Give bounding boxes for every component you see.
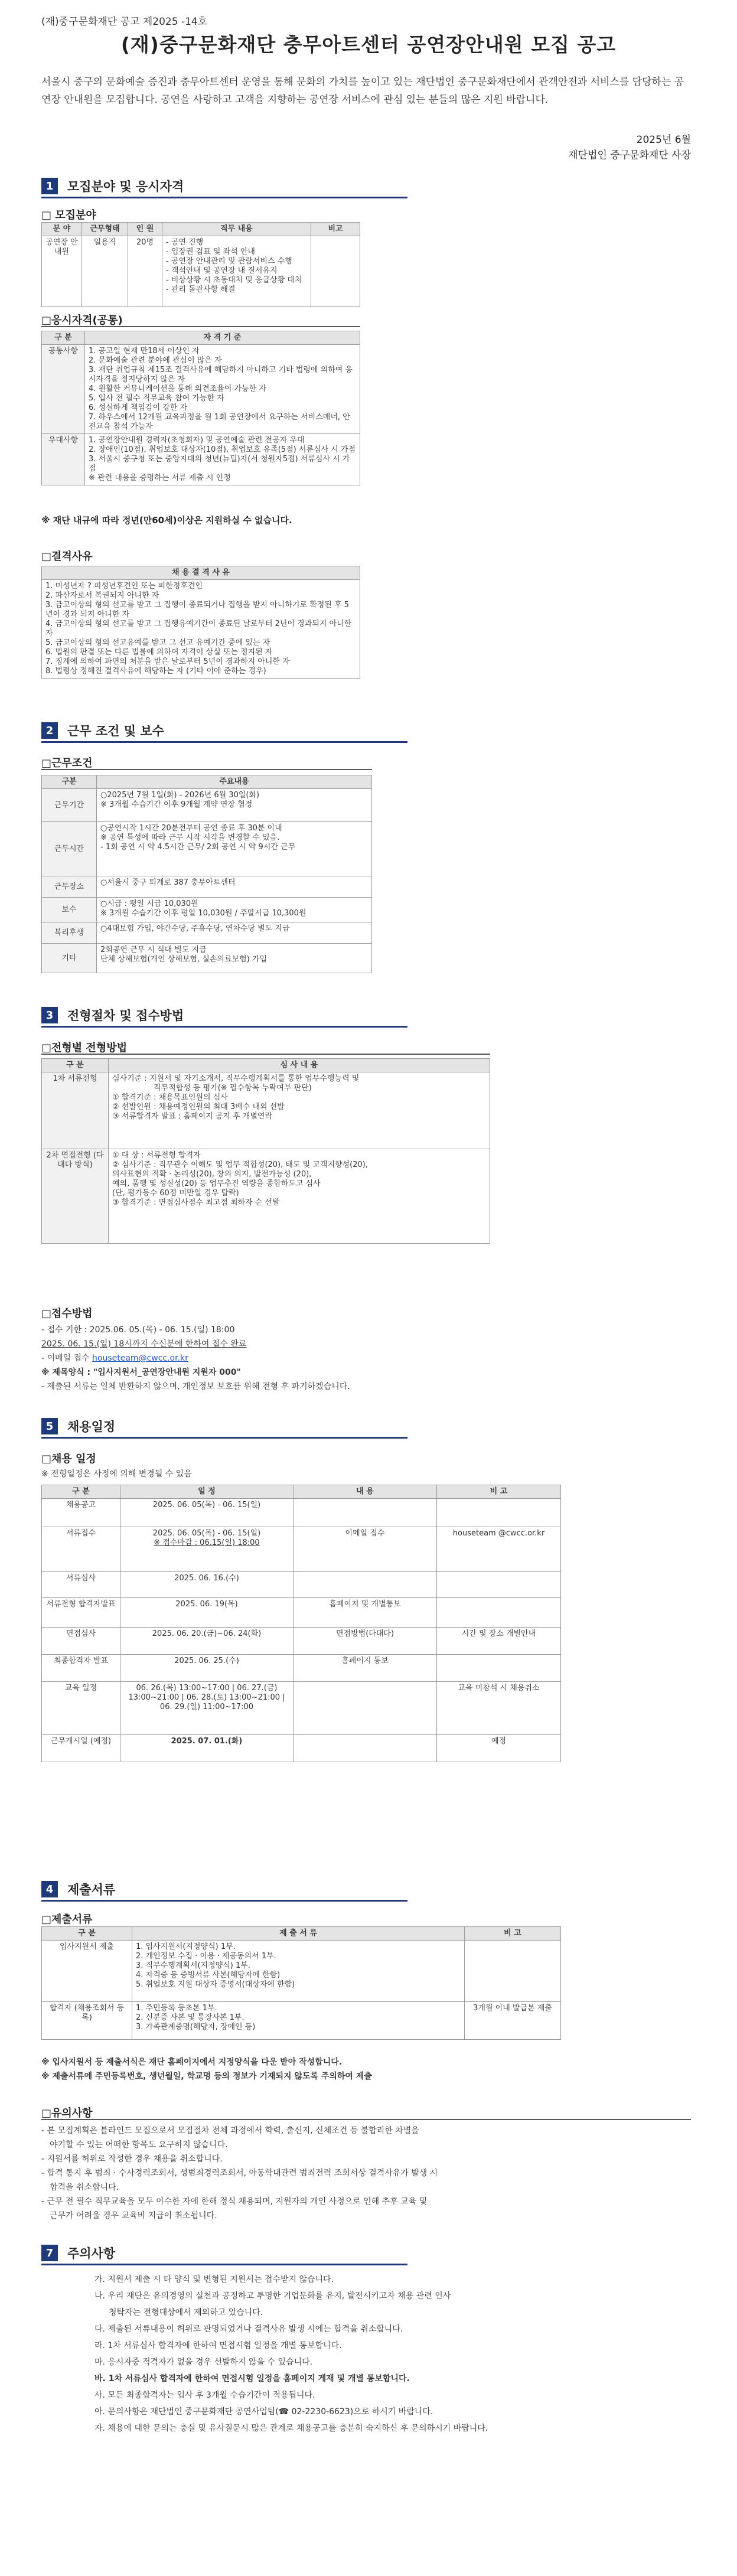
page-title: (재)중구문화재단 충무아트센터 공연장안내원 모집 공고 xyxy=(120,33,617,56)
email-link[interactable]: houseteam@cwcc.or.kr xyxy=(92,1354,188,1363)
content-line: ※ 3개월 수습기간 이후 9개월 계약 연장 협정 xyxy=(100,800,253,809)
col-header: 구 분 xyxy=(42,1059,109,1072)
col-header: 근무형태 xyxy=(82,223,128,236)
hire-documents xyxy=(132,2002,465,2040)
section-underline xyxy=(41,741,407,743)
schedule-content: 이메일 접수 xyxy=(294,1527,437,1572)
recruit-field-table xyxy=(41,222,360,307)
col-header: 구 분 xyxy=(42,1485,120,1499)
disqualification-table xyxy=(41,566,360,679)
qualification-table xyxy=(41,331,360,485)
section-underline xyxy=(41,1437,407,1439)
caution-line: - 합격 통지 후 범죄 · 수사경력조회서, 성범죄경력조회서, 아동학대관련 범죄전력 조회서상 결격사유가 발생 시 xyxy=(41,2169,438,2178)
row-label: 우대사항 xyxy=(42,434,85,485)
disqualification-item: 4. 금고이상의 형의 선고를 받고 그 집행유예기간이 종료된 날로부터 2년이 경과되지 아니한 자 xyxy=(45,619,352,638)
schedule-content xyxy=(294,1735,437,1762)
content-line: - 1회 공연 시 약 4.5시간 근무/ 2회 공연 시 약 9시간 근무 xyxy=(100,843,296,852)
col-header: 주요내용 xyxy=(97,775,372,789)
section-3-header xyxy=(41,1006,184,1024)
notice-list xyxy=(94,2271,691,2437)
schedule-date: 2025. 06. 25.(수) xyxy=(120,1655,294,1682)
row-label: 입사지원서 제출 xyxy=(42,1941,132,2002)
work-condition-table xyxy=(41,775,372,973)
section-underline xyxy=(41,1900,407,1902)
document-number: (재)중구문화재단 공고 제2025 -14호 xyxy=(41,16,208,28)
duty-item: - 관리 돌관사항 해결 xyxy=(166,285,236,294)
preference-item: ※ 관련 내용을 증명하는 서류 제출 시 인정 xyxy=(89,474,231,482)
schedule-note xyxy=(437,1655,561,1682)
row-content xyxy=(97,789,372,822)
content-line: ③ 서류합격자 발표 : 홈페이지 공지 후 개별연락 xyxy=(112,1112,273,1121)
content-line: ② 심사기준 : 직무관수 이해도 및 업무 적합성(20), 태도 및 고객지향성(20), xyxy=(112,1160,368,1169)
section-title: 전형절차 및 접수방법 xyxy=(67,1009,184,1023)
disqualification-item: 5. 금고이상의 형의 선고유예를 받고 그 선고 유예기간 중에 있는 자 xyxy=(45,638,270,647)
caution-list xyxy=(41,2124,691,2223)
schedule-stage: 교육 일정 xyxy=(42,1682,120,1735)
requirement-item: 1. 공고일 현재 만18세 이상인 자 xyxy=(89,347,200,356)
caution-line: - 근무 전 필수 직무교육을 모두 이수한 자에 한해 정식 채용되며, 지원자의 개인 사정으로 인해 추후 교육 및 xyxy=(41,2197,428,2206)
disqualification-heading: □결격사유 xyxy=(41,550,93,563)
section-underline xyxy=(41,197,407,198)
schedule-stage: 서류접수 xyxy=(42,1527,120,1572)
notice-item: 사. 모든 최종합격자는 입사 후 3개월 수습기간이 적용됩니다. xyxy=(94,2391,315,2400)
submission-note: ※ 입사지원서 등 제출서식은 재단 홈페이지에서 지정양식을 다운 받아 작성합니다. xyxy=(41,2057,343,2067)
requirement-item: 2. 문화예술 관련 분야에 관심이 많은 자 xyxy=(89,356,222,365)
requirement-item: 7. 하우스에서 12개월 교육과정을 월 1회 공연장에서 요구하는 서비스매너, 안전교육 참석 가능자 xyxy=(89,413,350,431)
section-number: 2 xyxy=(41,722,58,739)
caution-line: - 본 모집계획은 블라인드 모집으로서 모집절차 전체 과정에서 학력, 출신지, 신체조건 등 불합리한 차별을 xyxy=(41,2126,419,2135)
row-label: 보수 xyxy=(42,898,97,922)
row-content xyxy=(97,822,372,876)
age-limit-note: ※ 재단 내규에 따라 정년(만60세)이상은 지원하실 수 없습니다. xyxy=(41,515,292,526)
content-line: 심사기준 : 지원서 및 자기소개서, 직무수행계획서를 통한 업무수행능력 및 xyxy=(112,1074,360,1083)
col-header: 자 격 기 준 xyxy=(85,331,360,345)
schedule-table xyxy=(41,1485,561,1762)
caution-line: - 지원서를 허위로 작성한 경우 채용을 취소합니다. xyxy=(41,2154,223,2164)
section-4-header xyxy=(41,1880,115,1898)
row-label: 복리후생 xyxy=(42,922,97,944)
heading-underline xyxy=(41,326,360,327)
content-line: ① 합격기준 : 채용목표인원의 심사 xyxy=(112,1093,228,1102)
duty-item: - 비상상황 시 초동대처 및 응급상황 대처 xyxy=(166,276,302,285)
section-number: 4 xyxy=(41,1881,58,1897)
intro-paragraph: 서울시 중구의 문화예술 증진과 충무아트센터 운영을 통해 문화의 가치를 높이고 있는 재단법인 중구문화재단에서 관객안전과 서비스를 담당하는 공연장 안내원을 모집합니다. 공연을 사랑하고 고객을 지향하는 공연장 서비스에 관심 있는 분들의 많은 지원 바랍니다. xyxy=(41,76,684,106)
schedule-note: 시간 및 장소 개별안내 xyxy=(437,1628,561,1655)
document-screening-content xyxy=(109,1072,490,1149)
section-title: 모집분야 및 응시자격 xyxy=(67,180,184,194)
content-line: ※ 3개월 수습기간 이후 평일 10,030원 / 주말시급 10,300원 xyxy=(100,909,306,918)
field-type: 일용직 xyxy=(82,236,128,307)
col-header: 직무 내용 xyxy=(162,223,311,236)
preference-item: 3. 서울시 중구청 또는 중앙지대의 청년(뉴딜)자(서 청원자5점) 서류심사 시 가점 xyxy=(89,455,350,473)
document-item: 5. 취업보호 지원 대상자 증명서(대상자에 한함) xyxy=(136,1980,295,1989)
section-title: 제출서류 xyxy=(67,1883,116,1897)
table-row xyxy=(42,1628,561,1655)
document-item: 2. 개인정보 수집 · 이용 · 제공동의서 1부. xyxy=(136,1952,276,1961)
notice-item: 라. 1차 서류심사 합격자에 한하여 면접시험 일정을 개별 통보합니다. xyxy=(94,2341,342,2350)
preference-item: 2. 장애인(10점), 취업보호 대상자(10점), 취업보호 유족(5점) 서류심사 시 가점 xyxy=(89,445,356,454)
application-documents xyxy=(132,1941,465,2002)
submission-heading: □제출서류 xyxy=(41,1913,93,1926)
schedule-content xyxy=(294,1572,437,1598)
content-line: 2회공연 근무 시 식대 별도 지급 xyxy=(100,945,207,954)
disqualification-item: 2. 파산자로서 복권되지 아니한 자 xyxy=(45,591,159,600)
screening-heading: □전형별 전형방법 xyxy=(41,1042,127,1054)
schedule-stage: 채용공고 xyxy=(42,1499,120,1527)
submission-table xyxy=(41,1926,561,2040)
signer-line: 재단법인 중구문화재단 사장 xyxy=(568,149,691,161)
requirement-item: 4. 원활한 커뮤니케이션을 통해 의견조율이 가능한 자 xyxy=(89,384,266,393)
row-content xyxy=(97,944,372,973)
application-method-list xyxy=(41,1323,691,1394)
content-line: ○공연시작 1시간 20분전부터 공연 종료 후 30분 이내 xyxy=(100,824,282,833)
notice-item: 아. 문의사항은 재단법인 중구문화재단 공연사업팀(☎ 02-2230-6623)으로 하시기 바랍니다. xyxy=(94,2407,433,2417)
row-label: 1차 서류전형 xyxy=(42,1072,109,1149)
disqualification-item: 1. 미성년자 ? 피성년후견인 또는 피한정후견인 xyxy=(45,582,203,591)
col-header: 비 고 xyxy=(437,1485,561,1499)
row-note xyxy=(465,1941,561,2002)
table-row xyxy=(42,1572,561,1598)
screening-table xyxy=(41,1058,490,1244)
table-row xyxy=(42,1598,561,1628)
row-note: 3개월 이내 발급본 제출 xyxy=(465,2002,561,2040)
col-header: 제 출 서 류 xyxy=(132,1927,465,1941)
content-line: 단체 상해보험(개인 상해보험, 실손의료보험) 가입 xyxy=(100,955,267,964)
content-line: ○2025년 7월 1일(화) - 2026년 6월 30일(화) xyxy=(100,791,260,800)
interview-content xyxy=(109,1149,490,1244)
col-header: 일 정 xyxy=(120,1485,294,1499)
caution-line: 근무가 어려울 경우 교육비 지급이 취소됩니다. xyxy=(50,2211,217,2220)
schedule-date: 2025. 07. 01.(화) xyxy=(120,1735,294,1762)
submission-notes xyxy=(41,2055,372,2083)
schedule-note: 예정 xyxy=(437,1735,561,1762)
table-row xyxy=(42,1499,561,1527)
deadline-note: ※ 접수마감 : 06.15(일) 18:00 xyxy=(154,1538,260,1547)
section-number: 7 xyxy=(41,2245,58,2261)
document-item: 3. 직무수행계획서(지정양식) 1부. xyxy=(136,1961,250,1970)
notice-item: 자. 채용에 대한 문의는 충실 및 유사질문시 많은 관계로 채용공고를 충분히 숙지하신 후 문의하시기 바랍니다. xyxy=(94,2424,488,2433)
schedule-date: 2025. 06. 20.(금)~06. 24(화) xyxy=(120,1628,294,1655)
document-item: 1. 입사지원서(지정양식) 1부. xyxy=(136,1942,236,1951)
notice-item: 다. 제출된 서류내용이 허위로 판명되었거나 결격사유 발생 시에는 합격을 취소합니다. xyxy=(94,2324,403,2334)
section-underline xyxy=(41,1026,407,1028)
section-number: 5 xyxy=(41,1418,58,1434)
section-1-header xyxy=(41,177,184,195)
col-header: 비 고 xyxy=(465,1927,561,1941)
notice-item: 나. 우리 재단은 유의경영의 실천과 공정하고 투명한 기업문화를 유지, 발전시키고자 채용 관련 인사 xyxy=(94,2291,451,2301)
schedule-stage: 서류전형 합격자발표 xyxy=(42,1598,120,1628)
caution-heading: □유의사항 xyxy=(41,2107,93,2120)
email-label: - 이메일 접수 xyxy=(41,1354,93,1363)
disqualification-list xyxy=(42,580,360,679)
schedule-date: 2025. 06. 16.(수) xyxy=(120,1572,294,1598)
date-range: 2025. 06. 05(목) - 06. 15(일) xyxy=(152,1529,261,1538)
disqualification-item: 3. 금고이상의 형의 선고를 받고 그 집행이 종료되거나 집행을 받지 아니하기로 확정된 후 5년이 경과 되지 아니한 자 xyxy=(45,601,349,619)
section-5-header xyxy=(41,1417,115,1435)
table-row xyxy=(42,1527,561,1572)
col-header: 내 용 xyxy=(294,1485,437,1499)
content-line: 예의, 품행 및 성실성(20) 등 업무추진 역량을 종합하도고 심사 xyxy=(112,1179,321,1188)
schedule-content xyxy=(294,1682,437,1735)
section-number: 3 xyxy=(41,1007,58,1023)
requirement-item: 3. 재단 취업규칙 제15조 결격사유에 해당하지 아니하고 기타 법령에 의하여 응시자격을 정지당하지 않은 자 xyxy=(89,366,353,384)
notice-item: 바. 1차 서류심사 합격자에 한하여 면접시험 일정을 홈페이지 게재 및 개별 통보합니다. xyxy=(94,2374,410,2383)
table-row xyxy=(42,1735,561,1762)
section-title: 근무 조건 및 보수 xyxy=(67,724,164,738)
section-title: 주의사항 xyxy=(67,2246,116,2261)
row-label: 근무장소 xyxy=(42,876,97,898)
schedule-stage: 서류심사 xyxy=(42,1572,120,1598)
schedule-stage: 면접심사 xyxy=(42,1628,120,1655)
row-label: 합격자 (채용조회서 등록) xyxy=(42,2002,132,2040)
schedule-stage: 최종합격자 발표 xyxy=(42,1655,120,1682)
content-line: ② 선발인원 : 채용예정인원의 최대 3배수 내외 선발 xyxy=(112,1103,285,1111)
schedule-date: 2025. 06. 19(목) xyxy=(120,1598,294,1628)
requirement-item: 6. 성실하게 책임감이 강한 자 xyxy=(89,403,188,412)
row-label: 근무기간 xyxy=(42,789,97,822)
col-header: 심 사 내 용 xyxy=(109,1059,490,1072)
application-method-heading: □접수방법 xyxy=(41,1307,93,1320)
section-underline xyxy=(41,2264,407,2265)
row-content xyxy=(97,876,372,898)
duty-item: - 입장권 검표 및 좌석 안내 xyxy=(166,247,255,256)
schedule-content: 면접방법(다대다) xyxy=(294,1628,437,1655)
submission-note: ※ 제출서류에 주민등록번호, 생년월일, 학교명 등의 정보가 기재되지 않도록 주의하여 제출 xyxy=(41,2072,372,2081)
content-line: ① 대 상 : 서류전형 합격자 xyxy=(112,1151,201,1160)
heading-underline xyxy=(41,1054,490,1055)
disqualification-item: 6. 법원의 판결 또는 다른 법률에 의하여 자격이 상실 또는 정지된 자 xyxy=(45,648,273,657)
row-label: 기타 xyxy=(42,944,97,973)
row-label: 공통사항 xyxy=(42,345,85,434)
email-line xyxy=(41,1351,691,1365)
duty-item: - 객석안내 및 공연장 내 질서유지 xyxy=(166,266,278,275)
content-line: ○서울시 중구 퇴계로 387 충무아트센터 xyxy=(100,878,236,887)
requirement-item: 5. 입사 전 필수 직무교육 참여 가능한 자 xyxy=(89,394,224,403)
table-row xyxy=(42,1682,561,1735)
duty-item: - 공연 진행 xyxy=(166,238,204,247)
schedule-note: 교육 미참석 시 채용취소 xyxy=(437,1682,561,1735)
content-line: (단, 평가등수 60점 미만일 경우 탈락) xyxy=(112,1189,239,1198)
col-header: 분 야 xyxy=(42,223,82,236)
schedule-note xyxy=(437,1499,561,1527)
section-title: 채용일정 xyxy=(67,1420,116,1434)
recruit-field-heading: □ 모집분야 xyxy=(41,209,96,221)
schedule-content: 홈페이지 및 개별통보 xyxy=(294,1598,437,1628)
content-line: 의사표현의 적확 · 논리성(20), 창의 의지, 발전가능성 (20), xyxy=(112,1170,312,1179)
content-line: ※ 공연 특성에 따라 근무 시작 시각을 변경할 수 있음. xyxy=(100,833,280,842)
schedule-content: 홈페이지 통보 xyxy=(294,1655,437,1682)
schedule-note: houseteam @cwcc.or.kr xyxy=(437,1527,561,1572)
content-line: ○4대보험 가입, 야간수당, 주휴수당, 연차수당 별도 지급 xyxy=(100,924,290,933)
section-7-header xyxy=(41,2244,115,2262)
notice-item: 청탁자는 전형대상에서 제외하고 있습니다. xyxy=(109,2308,263,2317)
row-content xyxy=(97,922,372,944)
application-deadline: 2025. 06. 15.(일) 18시까지 수신분에 한하여 접수 완료 xyxy=(41,1339,247,1349)
section-2-header xyxy=(41,722,164,739)
schedule-note: ※ 전형일정은 사정에 의해 변경될 수 있음 xyxy=(41,1469,192,1479)
row-label: 근무시간 xyxy=(42,822,97,876)
col-header: 구 분 xyxy=(42,1927,132,1941)
document-item: 2. 신분증 사본 및 통장사본 1부. xyxy=(136,2013,244,2022)
col-header: 구 분 xyxy=(42,331,85,345)
preference-list xyxy=(85,434,360,485)
content-line: 직무적합성 등 평가(※ 필수항목 누락여부 판단) xyxy=(154,1084,312,1093)
date-line: 2025년 6월 xyxy=(636,134,691,146)
schedule-date: 06. 26.(목) 13:00~17:00 | 06. 27.(금) 13:00~21:00 | 06. 28.(토) 13:00~21:00 | 06. 29.(일) 11:00~17:00 xyxy=(120,1682,294,1735)
field-duties xyxy=(162,236,311,307)
table-row xyxy=(42,1655,561,1682)
disqualification-item: 7. 징계에 의하여 파면의 처분을 받은 날로부터 5년이 경과하지 아니한 자 xyxy=(45,657,290,666)
content-line: ③ 합격기준 : 면접심사점수 최고점 최하자 순 선발 xyxy=(112,1198,280,1207)
row-label: 2차 면접전형 (다대다 방식) xyxy=(42,1149,109,1244)
caution-line: 야기할 수 있는 어떠한 항목도 요구하지 않습니다. xyxy=(50,2140,228,2150)
duty-item: - 공연장 안내관리 및 관람서비스 수행 xyxy=(166,257,292,266)
work-condition-heading: □근무조건 xyxy=(41,757,93,769)
preference-item: 1. 공연장안내원 경력자(초청회자) 및 공연예술 관련 전공자 우대 xyxy=(89,436,305,445)
schedule-heading: □채용 일정 xyxy=(41,1453,96,1465)
document-item: 1. 주민등록 등초본 1부. xyxy=(136,2004,217,2013)
document-item: 3. 가족관계증명(해당자, 장애인 등) xyxy=(136,2023,256,2032)
notice-item: 마. 응시자중 적격자가 없을 경우 선발하지 않을 수 있습니다. xyxy=(94,2357,313,2367)
schedule-note xyxy=(437,1598,561,1628)
notice-item: 가. 지원서 제출 시 타 양식 및 변형된 지원서는 접수받지 않습니다. xyxy=(94,2275,334,2284)
heading-underline xyxy=(41,2119,691,2120)
schedule-note xyxy=(437,1572,561,1598)
qualification-heading: □응시자격(공통) xyxy=(41,314,123,327)
field-count: 20명 xyxy=(128,236,162,307)
schedule-content xyxy=(294,1499,437,1527)
application-line: - 제출된 서류는 일체 반환하지 않으며, 개인정보 보호를 위해 전형 후 파기하겠습니다. xyxy=(41,1382,350,1391)
col-header: 인 원 xyxy=(128,223,162,236)
application-line: - 접수 기한 : 2025.06. 05.(목) - 06. 15.(일) 18:00 xyxy=(41,1325,235,1335)
col-header: 채 용 결 격 사 유 xyxy=(42,566,360,580)
col-header: 구분 xyxy=(42,775,97,789)
field-note xyxy=(311,236,360,307)
field-area: 공연장 안내원 xyxy=(42,236,82,307)
col-header: 비고 xyxy=(311,223,360,236)
content-line: ○시급 : 평일 시급 10,030원 xyxy=(100,899,198,908)
schedule-date: 2025. 06. 05(목) - 06. 15(일) xyxy=(120,1499,294,1527)
document-item: 4. 자격증 등 증빙서류 사본(해당자에 한함) xyxy=(136,1971,281,1980)
heading-underline xyxy=(41,769,372,770)
schedule-stage: 근무개시일 (예정) xyxy=(42,1735,120,1762)
section-number: 1 xyxy=(41,178,58,194)
common-requirements xyxy=(85,345,360,434)
row-content xyxy=(97,898,372,922)
subject-format: ※ 제목양식 : "입사지원서_공연장안내원 지원자 000" xyxy=(41,1368,241,1377)
disqualification-item: 8. 법령상 정해진 결격사유에 해당하는 자 (기타 이에 준하는 경우) xyxy=(45,667,266,676)
schedule-date xyxy=(120,1527,294,1572)
caution-line: 합격을 취소합니다. xyxy=(50,2183,119,2192)
